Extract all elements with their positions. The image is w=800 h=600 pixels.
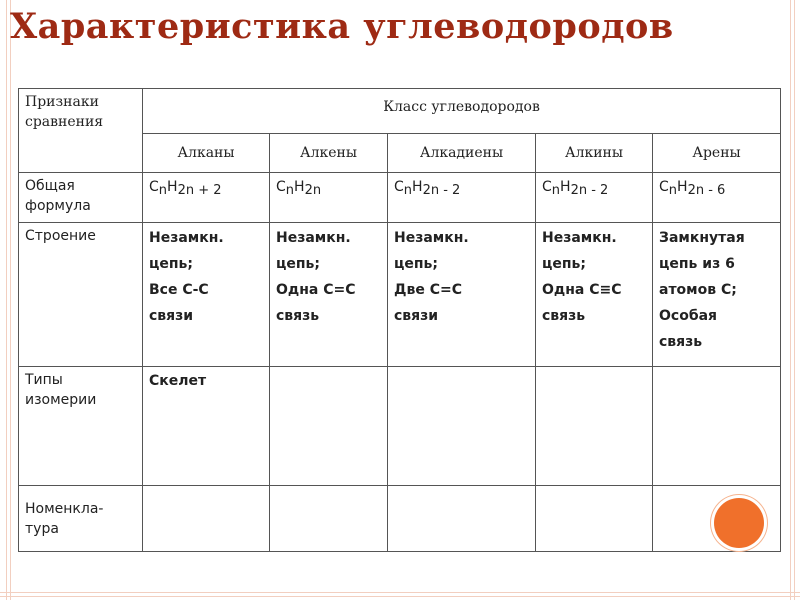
isomerism-alkynes <box>536 366 653 485</box>
nomenclature-alkenes <box>270 486 388 552</box>
formula-alkynes: $C_nH_{2n - 2}$ <box>536 173 653 222</box>
nomenclature-alkynes <box>536 486 653 552</box>
structure-alkenes: Незамкн. цепь; Одна С=С связь <box>270 222 388 366</box>
frame-left-line <box>6 0 7 600</box>
header-row <box>19 89 781 134</box>
structure-row <box>19 222 781 366</box>
frame-bottom-line <box>0 592 800 593</box>
class-header-cell <box>143 89 781 134</box>
frame-left-line-2 <box>10 0 11 600</box>
structure-alkadienes: Незамкн. цепь; Две С=С связи <box>388 222 536 366</box>
class-arenes: Арены <box>653 134 781 173</box>
nomenclature-alkanes <box>143 486 270 552</box>
formula-alkadienes: $C_nH_{2n - 2}$ <box>388 173 536 222</box>
class-alkynes: Алкины <box>536 134 653 173</box>
nomenclature-row <box>19 486 781 552</box>
formula-arenes: $C_nH_{2n - 6}$ <box>653 173 781 222</box>
formula-alkenes: $C_nH_{2n}$ <box>270 173 388 222</box>
frame-bottom-line-2 <box>0 596 800 597</box>
isomerism-alkenes <box>270 366 388 485</box>
orange-circle-decoration <box>714 498 764 548</box>
isomerism-row-label: Типы изомерии <box>19 366 143 485</box>
isomerism-alkadienes <box>388 366 536 485</box>
class-header: Класс углеводородов <box>383 99 540 115</box>
corner-label: Признаки сравнения <box>25 94 104 130</box>
frame-right-line-2 <box>794 0 795 600</box>
formula-row-label: Общая формула <box>19 173 143 222</box>
frame-right-line <box>790 0 791 600</box>
class-alkenes: Алкены <box>270 134 388 173</box>
class-alkadienes: Алкадиены <box>388 134 536 173</box>
structure-arenes: Замкнутая цепь из 6 атомов С; Особая связь <box>653 222 781 366</box>
formula-alkanes: $C_nH_{2n + 2}$ <box>143 173 270 222</box>
isomerism-alkanes: Скелет <box>143 366 270 485</box>
structure-alkanes: Незамкн. цепь; Все С-С связи <box>143 222 270 366</box>
structure-row-label: Строение <box>19 222 143 366</box>
nomenclature-row-label: Номенкла- тура <box>19 486 143 552</box>
slide-title: Характеристика углеводородов <box>10 6 674 47</box>
nomenclature-alkadienes <box>388 486 536 552</box>
isomerism-row <box>19 366 781 485</box>
structure-alkynes: Незамкн. цепь; Одна С≡С связь <box>536 222 653 366</box>
isomerism-arenes <box>653 366 781 485</box>
corner-cell <box>19 89 143 173</box>
hydrocarbon-table <box>18 88 781 552</box>
class-alkanes: Алканы <box>143 134 270 173</box>
formula-row <box>19 173 781 222</box>
